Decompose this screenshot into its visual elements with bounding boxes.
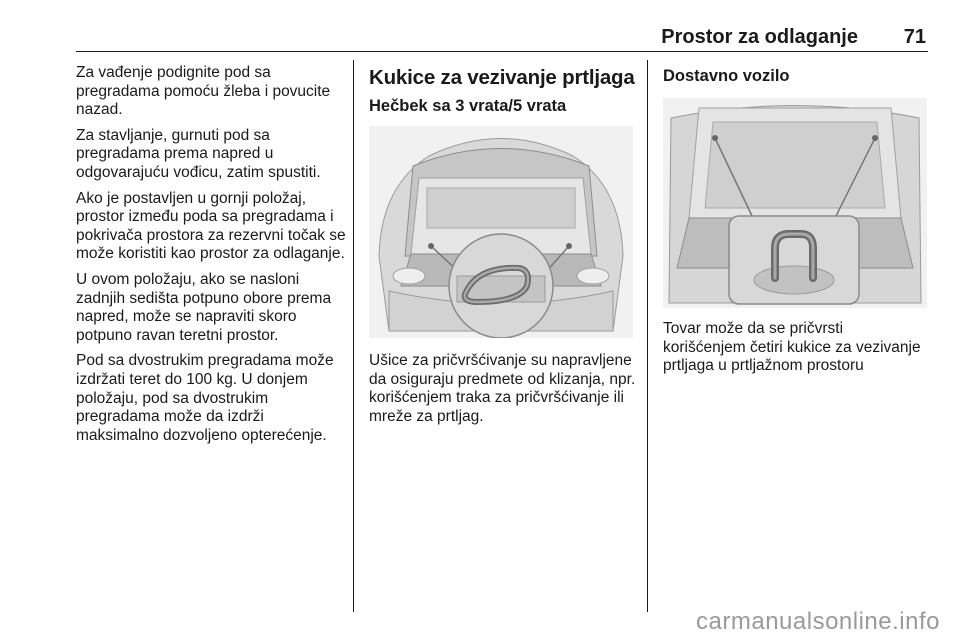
page-title: Prostor za odlaganje (661, 26, 858, 48)
section-subheading: Hečbek sa 3 vrata/5 vrata (369, 97, 567, 115)
column-2 (369, 66, 637, 433)
page-header (76, 24, 928, 52)
column-divider-1 (353, 60, 354, 612)
paragraph: Za vađenje podignite pod sa pregradama pomoću žleba i povucite nazad. (76, 64, 331, 119)
figure-caption: Tovar može da se pričvrsti korišćenjem četiri kukice za vezivanje prtljaga u prtljažnom prostoru (663, 320, 921, 375)
header-rule (76, 51, 928, 52)
hatchback-cargo-hook-illustration (369, 126, 633, 338)
paragraph: Za stavljanje, gurnuti pod sa pregradama prema napred u odgovarajuću vođicu, zatim spustiti. (76, 126, 321, 181)
page-number: 71 (903, 26, 926, 48)
paragraph: U ovom položaju, ako se nasloni zadnjih sedišta potpuno obore prema napred, može se napraviti skoro potpuno ravan teretni prostor. (76, 270, 332, 344)
watermark: carmanualsonline.info (696, 608, 940, 635)
column-1 (76, 64, 346, 452)
paragraph: Ako je postavljen u gornji položaj, prostor između poda sa pregradama i pokrivača prostora za rezervni točak se može koristiti kao prostor za odlaganje. (76, 189, 346, 263)
section-heading: Kukice za vezivanje prtljaga (369, 66, 635, 89)
section-heading: Dostavno vozilo (663, 67, 790, 85)
column-3 (663, 66, 927, 383)
column-divider-2 (647, 60, 648, 612)
paragraph: Pod sa dvostrukim pregradama može izdržati teret do 100 kg. U donjem položaju, pod sa dvostrukim pregradama može da izdrži maksimalno dozvoljeno opterećenje. (76, 352, 334, 444)
figure-caption: Ušice za pričvršćivanje su napravljene da osiguraju predmete od klizanja, npr. korišćenjem traka za pričvršćivanje ili mreže za prtljag. (369, 352, 636, 425)
van-cargo-hook-illustration (663, 98, 927, 308)
